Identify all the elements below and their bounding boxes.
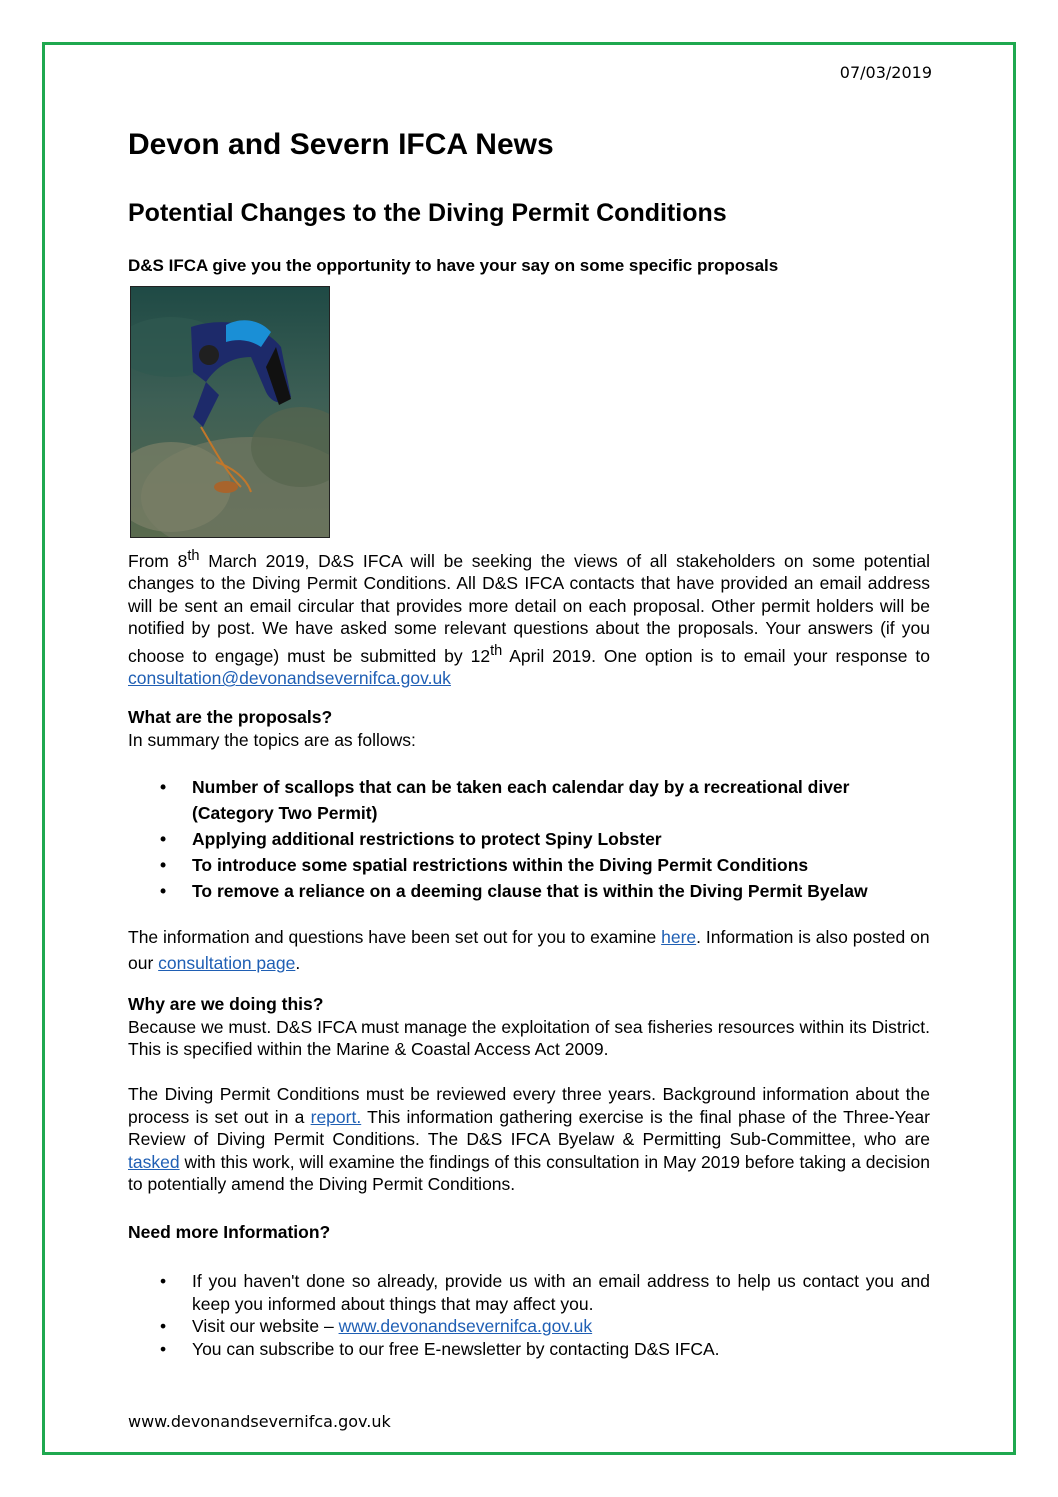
intro-text: March 2019, D&S IFCA will be seeking the views of all stakeholders on some potential changes to the Diving Permit Conditions. All D&S IFCA contacts that have provided an email address will be sent an email circular that provides more detail on each proposal. Other permit holders will be notified by post. We have asked some relevant questions about the proposals. Your answers (if you choose to engage) must be submitted by 12 [128, 550, 930, 666]
list-item: • If you haven't done so already, provide us with an email address to help us contact you and keep you informed about things that may affect you. [160, 1271, 930, 1314]
page-title: Devon and Severn IFCA News [128, 128, 554, 161]
more-list [128, 1270, 930, 1360]
list-item: • To introduce some spatial restrictions within the Diving Permit Conditions [160, 855, 809, 875]
ordinal-suffix: th [187, 548, 200, 564]
list-item: • To remove a reliance on a deeming clause that is within the Diving Permit Byelaw [160, 881, 868, 901]
proposals-after: The information and questions have been set out for you to examine here. Information is also posted on our consultation page. [128, 927, 930, 973]
tasked-link[interactable]: tasked [128, 1151, 180, 1172]
intro-text: April 2019. One option is to email your response to [502, 645, 930, 666]
here-link[interactable]: here [661, 927, 697, 947]
date: 07/03/2019 [839, 63, 932, 82]
list-item: • Number of scallops that can be taken each calendar day by a recreational diver (Category Two Permit) [160, 777, 850, 823]
article-title: Potential Changes to the Diving Permit Conditions [128, 199, 727, 227]
ordinal-suffix: th [490, 642, 503, 659]
why-section [128, 993, 930, 1061]
more-heading: Need more Information? [128, 1222, 331, 1242]
list-item: • You can subscribe to our free E-newsletter by contacting D&S IFCA. [160, 1338, 720, 1359]
why-heading: Why are we doing this? [128, 994, 324, 1014]
diver-photo [130, 286, 330, 538]
diver-photo-image [131, 287, 330, 538]
list-item: • Visit our website – www.devonandsevernifca.gov.uk [160, 1316, 593, 1336]
proposals-intro: In summary the topics are as follows: [128, 729, 416, 750]
more-section [128, 1221, 930, 1244]
footer-url: www.devonandsevernifca.gov.uk [128, 1412, 391, 1431]
list-item: • Applying additional restrictions to protect Spiny Lobster [160, 829, 662, 849]
consultation-email-link[interactable]: consultation@devonandsevernifca.gov.uk [128, 668, 451, 689]
why-paragraph-1: Because we must. D&S IFCA must manage the exploitation of sea fisheries resources within its District. This is specified within the Marine & Coastal Access Act 2009. [128, 1016, 930, 1059]
report-link[interactable]: report. [310, 1106, 362, 1127]
lead-text: D&S IFCA give you the opportunity to have your say on some specific proposals [128, 256, 779, 275]
proposals-heading: What are the proposals? [128, 707, 333, 727]
consultation-page-link[interactable]: consultation page [158, 953, 296, 973]
proposals-section [128, 706, 930, 751]
intro-text: From 8 [128, 550, 188, 571]
proposals-list [128, 774, 930, 904]
website-link[interactable]: www.devonandsevernifca.gov.uk [338, 1316, 593, 1336]
why-paragraph-2: The Diving Permit Conditions must be reviewed every three years. Background information about the process is set out in a report. This information gathering exercise is the final phase of the Three-Year Review of Diving Permit Conditions. The D&S IFCA Byelaw & Permitting Sub-Committee, who are tasked with this work, will examine the findings of this consultation in May 2019 before taking a decision to potentially amend the Diving Permit Conditions. [128, 1084, 930, 1194]
intro-paragraph [128, 545, 930, 690]
